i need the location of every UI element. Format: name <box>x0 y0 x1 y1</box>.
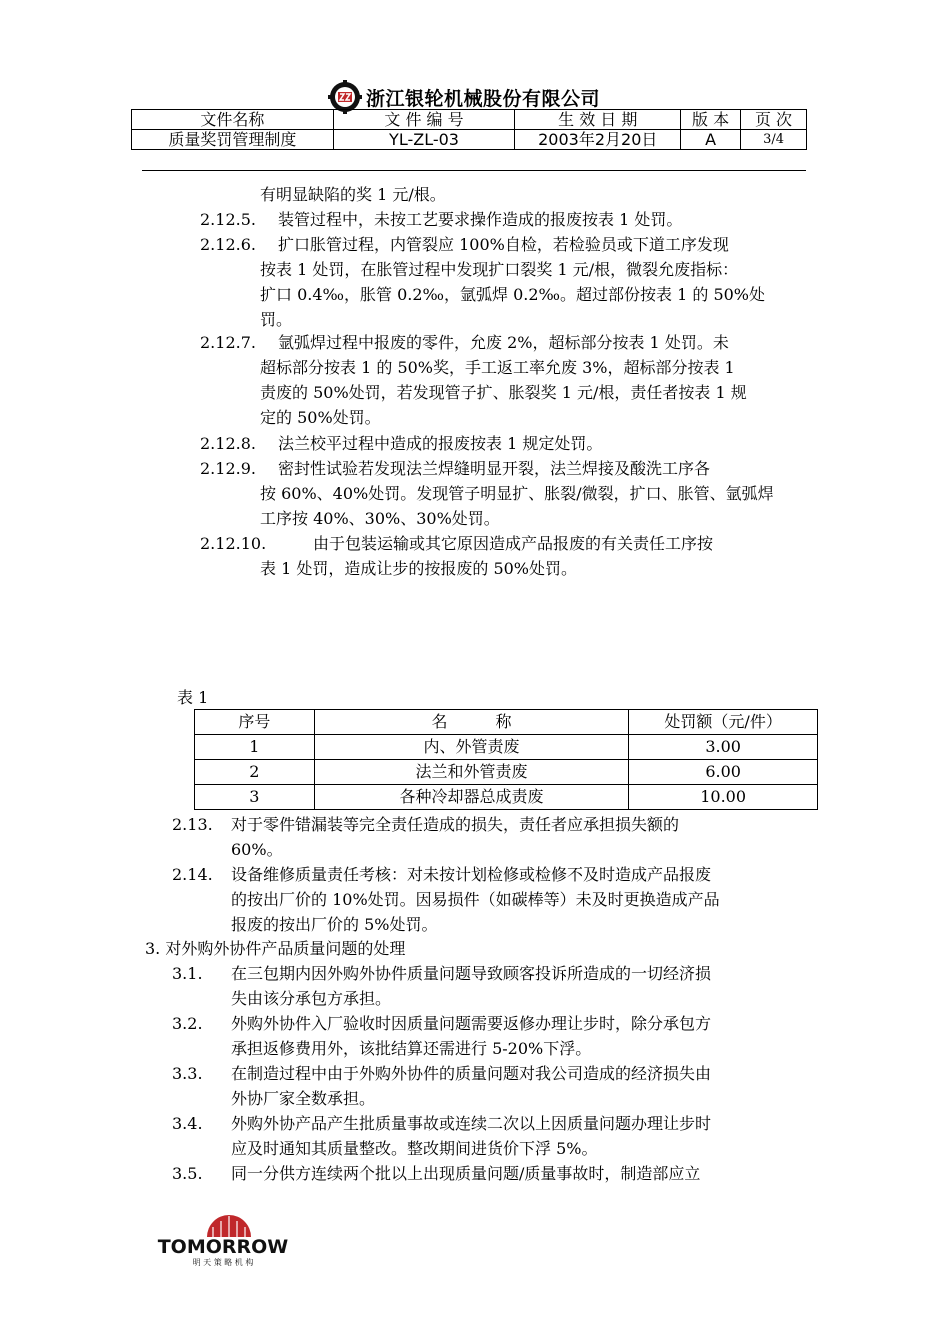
item-number: 2.12.9. <box>200 459 256 478</box>
logo-subtitle: 明 天 策 略 机 构 <box>192 1258 254 1267</box>
table-header-cell: 处罚额（元/件） <box>629 710 818 735</box>
item-number: 2.12.7. <box>200 333 256 352</box>
table-cell: 3 <box>195 785 315 810</box>
item-number: 3.1. <box>172 964 203 983</box>
label-file-name: 文件名称 <box>132 110 334 130</box>
item-line: 的按出厂价的 10%处罚。因易损件（如碳棒等）未及时更换造成产品 <box>231 890 720 909</box>
label-page: 页 次 <box>741 110 807 130</box>
table-cell: 10.00 <box>629 785 818 810</box>
value-file-code: YL-ZL-03 <box>333 130 515 150</box>
item-line: 由于包装运输或其它原因造成产品报废的有关责任工序按 <box>313 534 714 553</box>
item-line: 装管过程中，未按工艺要求操作造成的报废按表 1 处罚。 <box>278 210 683 229</box>
item-line: 外购外协产品产生批质量事故或连续二次以上因质量问题办理让步时 <box>231 1114 712 1133</box>
item-number: 3.2. <box>172 1014 203 1033</box>
document-info-table <box>131 109 807 150</box>
label-version: 版 本 <box>681 110 741 130</box>
item-line: 报废的按出厂价的 5%处罚。 <box>231 915 438 934</box>
value-page: 3/4 <box>741 130 807 150</box>
item-line: 定的 50%处罚。 <box>260 408 381 427</box>
label-file-code: 文 件 编 号 <box>333 110 515 130</box>
item-line: 应及时通知其质量整改。整改期间进货价下浮 5%。 <box>231 1139 598 1158</box>
value-file-name: 质量奖罚管理制度 <box>132 130 334 150</box>
company-name: 浙江银轮机械股份有限公司 <box>366 87 601 110</box>
item-line: 对于零件错漏装等完全责任造成的损失，责任者应承担损失额的 <box>231 815 680 834</box>
penalty-table <box>194 709 818 810</box>
item-line: 法兰校平过程中造成的报废按表 1 规定处罚。 <box>278 434 603 453</box>
item-line: 按 60%、40%处罚。发现管子明显扩、胀裂/微裂，扩口、胀管、氩弧焊 <box>260 484 774 503</box>
item-line: 承担返修费用外，该批结算还需进行 5-20%下浮。 <box>231 1039 592 1058</box>
item-line: 设备维修质量责任考核：对未按计划检修或检修不及时造成产品报废 <box>231 865 712 884</box>
label-effective-date: 生 效 日 期 <box>515 110 681 130</box>
table-row <box>195 760 818 785</box>
header-bottom-rule <box>142 170 806 171</box>
item-line: 表 1 处罚，造成让步的按报废的 50%处罚。 <box>260 559 578 578</box>
tomorrow-logo-icon <box>143 1215 303 1267</box>
item-line: 超标部分按表 1 的 50%奖，手工返工率允废 3%，超标部分按表 1 <box>260 358 735 377</box>
item-line: 在三包期内因外购外协件质量问题导致顾客投诉所造成的一切经济损 <box>231 964 712 983</box>
section-heading: 3. 对外购外协件产品质量问题的处理 <box>145 939 406 958</box>
value-effective-date: 2003年2月20日 <box>515 130 681 150</box>
item-line: 外购外协件入厂验收时因质量问题需要返修办理让步时，除分承包方 <box>231 1014 712 1033</box>
item-number: 3.4. <box>172 1114 203 1133</box>
table-caption: 表 1 <box>177 688 209 707</box>
footer-logo <box>143 1215 303 1267</box>
table-cell: 各种冷却器总成责废 <box>314 785 628 810</box>
paragraph-continuation: 有明显缺陷的奖 1 元/根。 <box>260 185 446 204</box>
table-cell: 6.00 <box>629 760 818 785</box>
logo-wordmark: TOMORROW <box>157 1236 289 1258</box>
item-line: 工序按 40%、30%、30%处罚。 <box>260 509 500 528</box>
item-line: 扩口胀管过程，内管裂应 100%自检，若检验员或下道工序发现 <box>278 235 729 254</box>
item-line: 失由该分承包方承担。 <box>231 989 392 1008</box>
item-number: 3.3. <box>172 1064 203 1083</box>
item-number: 2.12.8. <box>200 434 256 453</box>
table-cell: 2 <box>195 760 315 785</box>
item-line: 按表 1 处罚，在胀管过程中发现扩口裂奖 1 元/根，微裂允废指标： <box>260 260 739 279</box>
table-cell: 内、外管责废 <box>314 735 628 760</box>
item-number: 2.12.5. <box>200 210 256 229</box>
item-number: 3.5. <box>172 1164 203 1183</box>
table-header-cell: 名 称 <box>314 710 628 735</box>
table-header-cell: 序号 <box>195 710 315 735</box>
item-line: 扩口 0.4‰，胀管 0.2‰，氩弧焊 0.2‰。超过部份按表 1 的 50%处 <box>260 285 766 304</box>
item-line: 外协厂家全数承担。 <box>231 1089 376 1108</box>
table-row <box>195 785 818 810</box>
item-line: 责废的 50%处罚，若发现管子扩、胀裂奖 1 元/根，责任者按表 1 规 <box>260 383 747 402</box>
value-version: A <box>681 130 741 150</box>
item-line: 同一分供方连续两个批以上出现质量问题/质量事故时，制造部应立 <box>231 1164 701 1183</box>
item-number: 2.12.10. <box>200 534 267 553</box>
table-cell: 1 <box>195 735 315 760</box>
table-row <box>195 735 818 760</box>
table-cell: 法兰和外管责废 <box>314 760 628 785</box>
item-line: 60%。 <box>231 840 283 859</box>
item-number: 2.14. <box>172 865 213 884</box>
item-number: 2.12.6. <box>200 235 256 254</box>
table-cell: 3.00 <box>629 735 818 760</box>
table-header-row <box>195 710 818 735</box>
item-line: 密封性试验若发现法兰焊缝明显开裂，法兰焊接及酸洗工序各 <box>278 459 711 478</box>
item-line: 在制造过程中由于外购外协件的质量问题对我公司造成的经济损失由 <box>231 1064 712 1083</box>
item-line: 氩弧焊过程中报废的零件，允废 2%，超标部分按表 1 处罚。未 <box>278 333 729 352</box>
item-line: 罚。 <box>260 310 293 329</box>
item-number: 2.13. <box>172 815 213 834</box>
